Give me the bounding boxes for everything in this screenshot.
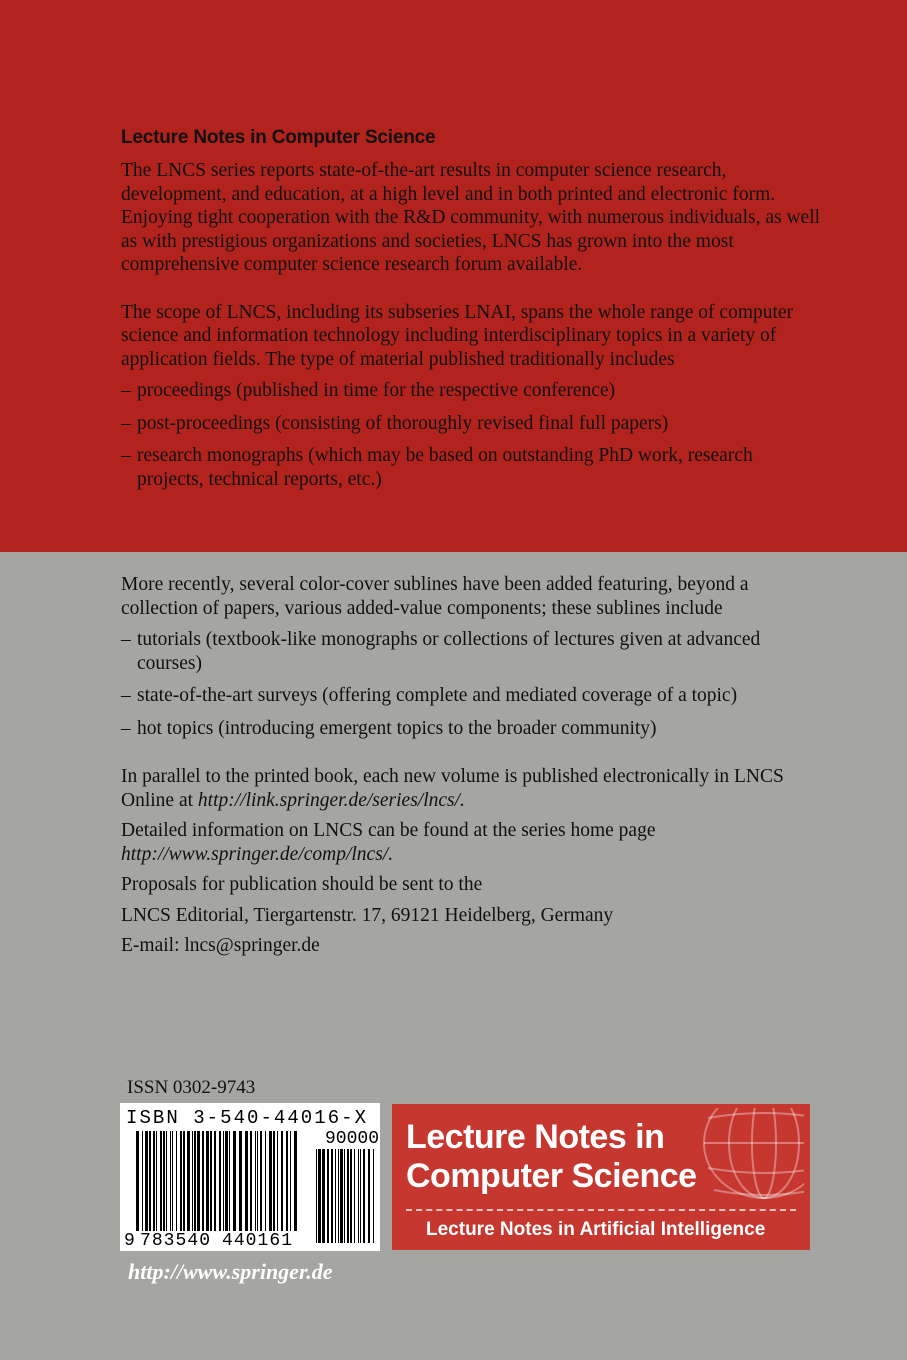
barcode-bar (354, 1149, 355, 1243)
barcode-bar (206, 1131, 209, 1231)
addon-bars (316, 1149, 374, 1243)
barcode-bar (192, 1131, 193, 1231)
barcode-bar (286, 1131, 288, 1231)
barcode-bar (149, 1131, 151, 1231)
barcode-bar (277, 1131, 278, 1231)
barcode-bar (160, 1131, 162, 1231)
barcode (120, 1103, 380, 1251)
barcode-bar (170, 1131, 171, 1231)
barcode-bar (202, 1131, 204, 1231)
ean-first-digit: 9 (124, 1231, 135, 1251)
list-item: – proceedings (published in time for the respective conference) (121, 379, 821, 403)
barcode-bar (136, 1131, 139, 1231)
barcode-bar (269, 1131, 272, 1231)
barcode-bar (166, 1131, 167, 1231)
barcode-bar (350, 1149, 352, 1243)
logo-title-line2: Computer Science (406, 1157, 697, 1195)
barcode-bar (163, 1131, 165, 1231)
sublines-list (121, 628, 821, 740)
issn: ISSN 0302-9743 (127, 1077, 256, 1098)
barcode-bar (223, 1131, 224, 1231)
list-item: – hot topics (introducing emergent topics to the broader community) (121, 717, 821, 741)
ean-left-digits: 783540 (140, 1231, 210, 1251)
barcode-bar (273, 1131, 275, 1231)
logo-title-line1: Lecture Notes in (406, 1118, 665, 1156)
homepage-url-link[interactable]: http://www.springer.de/comp/lncs/. (121, 843, 394, 865)
barcode-bar (214, 1131, 216, 1231)
barcode-bar (265, 1131, 266, 1231)
barcode-bar (340, 1149, 343, 1243)
list-item: – tutorials (textbook-like monographs or collections of lectures given at advanced courses) (121, 628, 821, 675)
editorial-address: LNCS Editorial, Tiergartenstr. 17, 69121 Heidelberg, Germany (121, 904, 614, 926)
series-description (121, 127, 821, 491)
barcode-bar (316, 1149, 317, 1243)
barcode-bar (233, 1131, 236, 1231)
barcode-bar (368, 1149, 370, 1243)
barcode-bar (360, 1149, 361, 1243)
barcode-bar (327, 1149, 329, 1243)
barcode-bar (225, 1131, 228, 1231)
list-item: – post-proceedings (consisting of thoroughly revised final full papers) (121, 412, 821, 436)
barcode-bar (145, 1131, 148, 1231)
isbn-text: ISBN 3-540-44016-X (126, 1107, 366, 1129)
list-item: – research monographs (which may be based on outstanding PhD work, research projects, technical reports, etc.) (121, 444, 821, 491)
barcode-bar (255, 1131, 256, 1231)
barcode-bar (219, 1131, 221, 1231)
series-intro: The LNCS series reports state-of-the-art results in computer science research, development, and education, at a high level and in both printed and electronic form. Enjoying tight cooperation with the R&D community, with numerous individuals, as well as with prestigious organizations and societies, LNCS has grown into the most comprehensive computer science research forum available. (121, 160, 821, 275)
series-title: Lecture Notes in Computer Science (121, 127, 436, 148)
proposals-text: Proposals for publication should be sent to the (121, 874, 483, 895)
barcode-bar (281, 1131, 283, 1231)
barcode-bar (176, 1131, 177, 1231)
barcode-bar (318, 1149, 321, 1243)
ean-right-digits: 440161 (222, 1231, 292, 1251)
barcode-bar (142, 1131, 143, 1231)
barcode-bar (294, 1131, 297, 1231)
barcode-bar (153, 1131, 155, 1231)
online-url-link[interactable]: http://link.springer.de/series/lncs/. (197, 789, 465, 811)
online-info: In parallel to the printed book, each new volume is published electronically in LNCS Online at http://link.springer.de/series/lncs/. (121, 766, 784, 811)
lncs-logo (392, 1104, 810, 1250)
list-item: – state-of-the-art surveys (offering complete and mediated coverage of a topic) (121, 684, 821, 708)
logo-subtitle: Lecture Notes in Artificial Intelligence (426, 1219, 766, 1240)
barcode-bar (290, 1131, 291, 1231)
publisher-website[interactable]: http://www.springer.de (128, 1259, 333, 1284)
globe-icon (684, 1108, 804, 1208)
barcode-bar (344, 1149, 345, 1243)
barcode-bar (245, 1131, 248, 1231)
barcode-bar (373, 1149, 374, 1243)
barcode-bar (156, 1131, 157, 1231)
barcode-bar (194, 1131, 196, 1231)
barcode-bar (331, 1149, 333, 1243)
barcode-bar (180, 1131, 182, 1231)
sublines-section (121, 573, 821, 958)
barcode-bar (239, 1131, 242, 1231)
barcode-bar (257, 1131, 258, 1231)
barcode-bars (136, 1131, 297, 1231)
barcode-bar (210, 1131, 212, 1231)
barcode-bar (229, 1131, 230, 1231)
barcode-bar (358, 1149, 359, 1243)
material-list (121, 379, 821, 491)
barcode-bar (260, 1131, 262, 1231)
price-code: 90000 (325, 1129, 380, 1149)
series-scope: The scope of LNCS, including its subseries LNAI, spans the whole range of computer science and information technology including interdisciplinary topics in a variety of application fields. The type of material published traditionally includes (121, 301, 794, 370)
barcode-bar (183, 1131, 185, 1231)
barcode-bar (322, 1149, 325, 1243)
homepage-info: Detailed information on LNCS can be found at the series home page http://www.springer.de/comp/lncs/. (121, 820, 656, 865)
barcode-bar (197, 1131, 200, 1231)
barcode-bar (335, 1149, 336, 1243)
barcode-bar (172, 1131, 173, 1231)
contact-email[interactable]: E-mail: lncs@springer.de (121, 935, 320, 956)
sublines-intro: More recently, several color-cover sublines have been added featuring, beyond a collection of papers, various added-value components; these sublines include (121, 574, 749, 619)
barcode-bar (338, 1149, 339, 1243)
barcode-bar (347, 1149, 349, 1243)
barcode-bar (363, 1149, 365, 1243)
barcode-bar (187, 1131, 190, 1231)
barcode-bar (250, 1131, 252, 1231)
logo-divider (406, 1209, 796, 1211)
